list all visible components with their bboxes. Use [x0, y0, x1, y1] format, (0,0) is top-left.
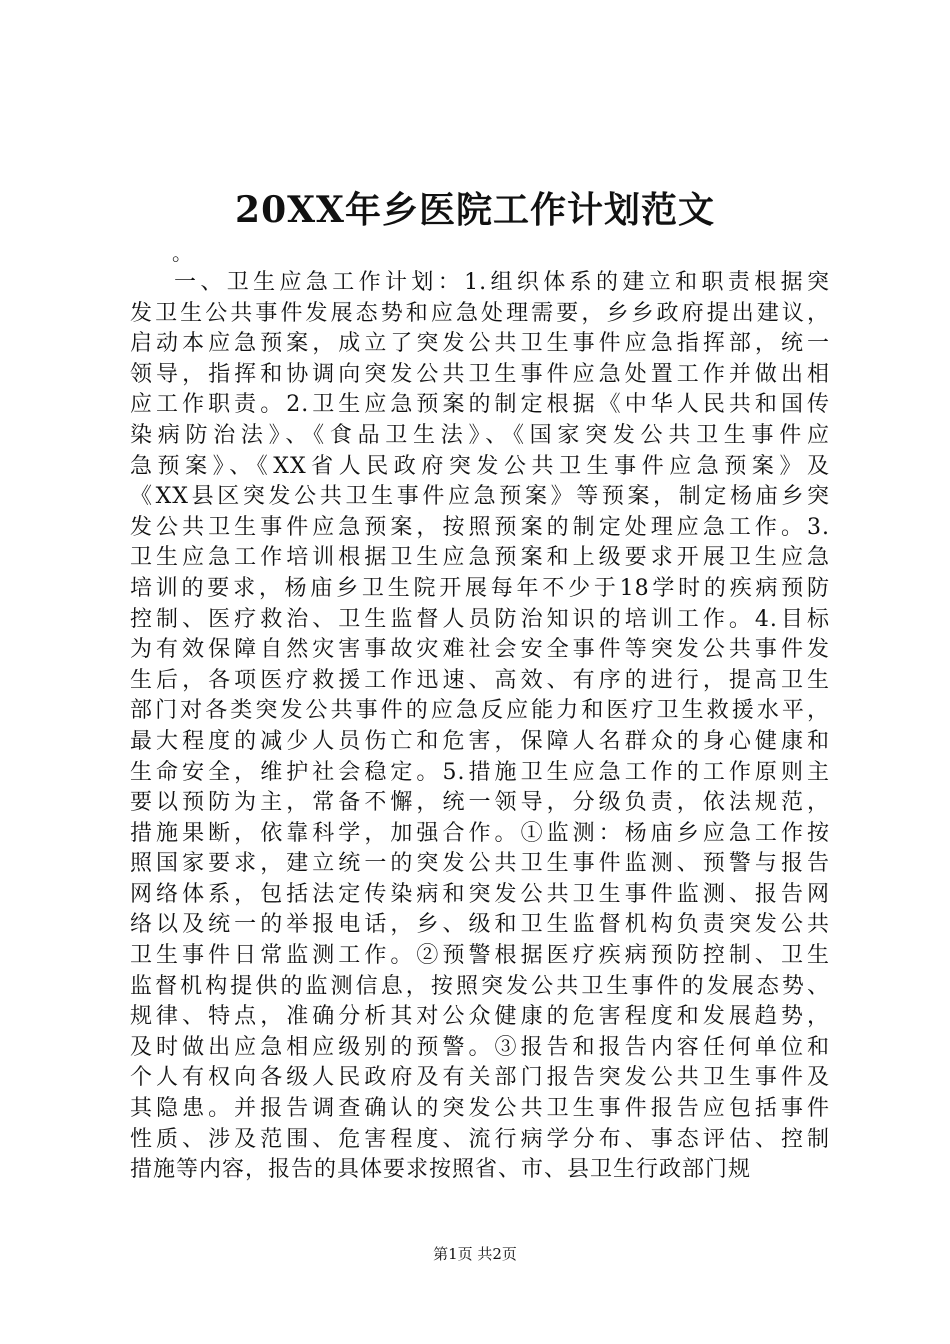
body-line: 最大程度的减少人员伤亡和危害，保障人名群众的身心健康和: [130, 728, 830, 754]
body-line: 控制、医疗救治、卫生监督人员防治知识的培训工作。4.目标: [130, 606, 830, 632]
body-line: 应工作职责。2.卫生应急预案的制定根据《中华人民共和国传: [130, 392, 830, 418]
body-line: 启动本应急预案，成立了突发公共卫生事件应急指挥部，统一: [130, 331, 830, 357]
document-title: 20XX年乡医院工作计划范文: [235, 189, 715, 231]
body-line: 生命安全，维护社会稳定。5.措施卫生应急工作的工作原则主: [130, 759, 830, 785]
body-line: 染病防治法》、《食品卫生法》、《国家突发公共卫生事件应: [130, 422, 830, 448]
stray-punctuation-mark: 。: [172, 241, 192, 265]
body-line: 要以预防为主，常备不懈，统一领导，分级负责，依法规范，: [130, 790, 830, 816]
body-line: 规律、特点，准确分析其对公众健康的危害程度和发展趋势，: [130, 1004, 830, 1030]
body-line: 一、卫生应急工作计划：1.组织体系的建立和职责根据突: [174, 270, 830, 295]
page-footer: 第1页 共2页: [433, 1245, 517, 1263]
body-line: 发公共卫生事件应急预案，按照预案的制定处理应急工作。3.: [130, 514, 830, 540]
body-line: 及时做出应急相应级别的预警。③报告和报告内容任何单位和: [130, 1034, 830, 1060]
body-line: 措施等内容，报告的具体要求按照省、市、县卫生行政部门规: [130, 1157, 752, 1183]
body-line: 照国家要求，建立统一的突发公共卫生事件监测、预警与报告: [130, 851, 830, 877]
body-line: 卫生事件日常监测工作。②预警根据医疗疾病预防控制、卫生: [130, 943, 830, 969]
body-line: 监督机构提供的监测信息，按照突发公共卫生事件的发展态势、: [130, 973, 830, 999]
body-line: 措施果断，依靠科学，加强合作。①监测：杨庙乡应急工作按: [130, 820, 830, 846]
body-line: 性质、涉及范围、危害程度、流行病学分布、事态评估、控制: [130, 1126, 830, 1152]
body-line: 领导，指挥和协调向突发公共卫生事件应急处置工作并做出相: [130, 361, 830, 387]
body-line: 络以及统一的举报电话，乡、级和卫生监督机构负责突发公共: [130, 912, 830, 938]
body-line: 卫生应急工作培训根据卫生应急预案和上级要求开展卫生应急: [130, 545, 830, 571]
document-body: [130, 268, 830, 1186]
body-line: 急预案》、《XX省人民政府突发公共卫生事件应急预案》及: [130, 453, 830, 479]
body-line: 部门对各类突发公共事件的应急反应能力和医疗卫生救援水平，: [130, 698, 830, 724]
body-line: 生后，各项医疗救援工作迅速、高效、有序的进行，提高卫生: [130, 667, 830, 693]
body-line: 网络体系，包括法定传染病和突发公共卫生事件监测、报告网: [130, 881, 830, 907]
body-line: 个人有权向各级人民政府及有关部门报告突发公共卫生事件及: [130, 1065, 830, 1091]
body-line: 培训的要求，杨庙乡卫生院开展每年不少于18学时的疾病预防: [130, 575, 830, 601]
body-line: 发卫生公共事件发展态势和应急处理需要，乡乡政府提出建议，: [130, 300, 830, 326]
body-line: 为有效保障自然灾害事故灾难社会安全事件等突发公共事件发: [130, 637, 830, 663]
body-line: 《XX县区突发公共卫生事件应急预案》等预案，制定杨庙乡突: [130, 484, 830, 510]
body-line: 其隐患。并报告调查确认的突发公共卫生事件报告应包括事件: [130, 1096, 830, 1122]
